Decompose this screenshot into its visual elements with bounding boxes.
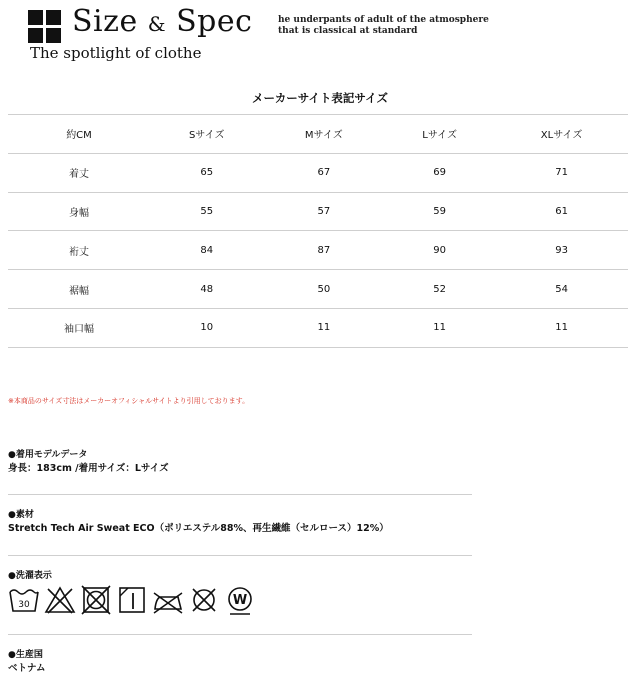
table-cell: 50 (263, 270, 384, 309)
size-source-note: ※本商品のサイズ寸法はメーカーオフィシャルサイトより引用しております。 (8, 397, 250, 405)
section-divider (8, 494, 472, 495)
table-cell: 52 (384, 270, 495, 309)
table-cell: 90 (384, 231, 495, 270)
table-cell: 59 (384, 192, 495, 231)
table-cell: 67 (263, 153, 384, 192)
wet-clean-letter: W (232, 593, 248, 608)
wash-30-icon (8, 585, 40, 615)
row-label: 裄丈 (8, 231, 150, 270)
column-header: Lサイズ (384, 115, 495, 154)
table-cell: 61 (495, 192, 628, 231)
brand-title: Size & Spec (72, 4, 253, 39)
table-cell: 87 (263, 231, 384, 270)
table-cell: 10 (150, 308, 263, 347)
care-heading: ●洗濯表示 (8, 571, 52, 581)
model-data-heading: ●着用モデルデータ (8, 450, 88, 460)
iron-icon (152, 585, 184, 615)
origin-heading: ●生産国 (8, 650, 43, 660)
brand-header (0, 0, 640, 75)
table-row (8, 270, 628, 309)
material-heading: ●素材 (8, 510, 34, 520)
line-dry-shade-icon (116, 585, 148, 615)
wet-clean-icon (224, 585, 256, 617)
material-text: Stretch Tech Air Sweat ECO（ポリエステル88%、再生繊維（セルロース）12%） (8, 523, 389, 534)
no-dry-clean-icon (188, 585, 220, 615)
table-cell: 11 (495, 308, 628, 347)
row-label: 身幅 (8, 192, 150, 231)
table-cell: 71 (495, 153, 628, 192)
table-row (8, 308, 628, 347)
row-label: 着丈 (8, 153, 150, 192)
column-header: XLサイズ (495, 115, 628, 154)
section-divider (8, 555, 472, 556)
wash-temp-label: 30 (18, 600, 30, 610)
table-cell: 11 (384, 308, 495, 347)
row-label: 裾幅 (8, 270, 150, 309)
row-label: 袖口幅 (8, 308, 150, 347)
column-header: Mサイズ (263, 115, 384, 154)
table-cell: 93 (495, 231, 628, 270)
table-cell: 65 (150, 153, 263, 192)
model-data-text: 身長：183cm /着用サイズ：Lサイズ (8, 463, 169, 474)
table-cell: 69 (384, 153, 495, 192)
logo-grid-icon (28, 10, 61, 43)
table-cell: 55 (150, 192, 263, 231)
table-row (8, 153, 628, 192)
brand-tagline: he underpants of adult of the atmosphere that is classical at standard (278, 15, 489, 36)
table-cell: 11 (263, 308, 384, 347)
section-divider (8, 634, 472, 635)
brand-subtitle: The spotlight of clothe (30, 44, 202, 62)
table-header-row (8, 115, 628, 154)
no-tumble-dry-icon (80, 585, 112, 615)
column-header: 約CM (8, 115, 150, 154)
table-cell: 48 (150, 270, 263, 309)
origin-text: ベトナム (8, 663, 46, 674)
no-bleach-icon (44, 585, 76, 615)
table-row (8, 231, 628, 270)
column-header: Sサイズ (150, 115, 263, 154)
table-row (8, 192, 628, 231)
size-table-title: メーカーサイト表記サイズ (251, 91, 389, 105)
table-cell: 84 (150, 231, 263, 270)
size-table (8, 114, 628, 348)
table-cell: 57 (263, 192, 384, 231)
table-cell: 54 (495, 270, 628, 309)
